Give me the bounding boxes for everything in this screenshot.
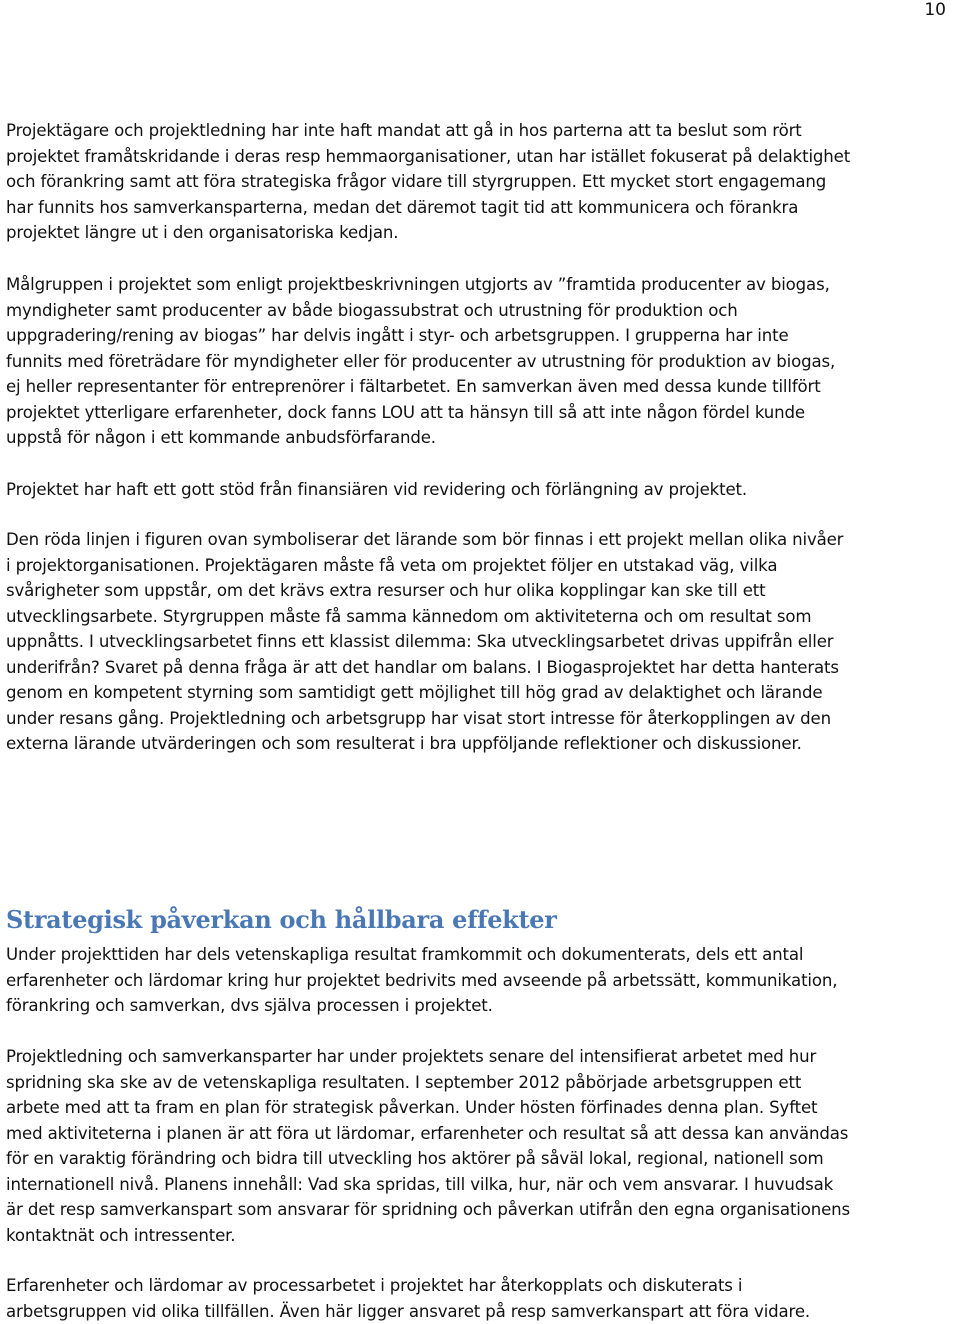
text-line: kontaktnät och intressenter. xyxy=(6,1225,236,1245)
text-line: uppgradering/rening av biogas” har delvis ingått i styr- och arbetsgruppen. I grupperna har inte xyxy=(6,326,789,345)
text-line: funnits med företrädare för myndigheter eller för producenter av utrustning för produktion av biogas, xyxy=(6,351,836,371)
paragraph-feedback xyxy=(6,1273,960,1324)
text-line: internationell nivå. Planens innehåll: Vad ska spridas, till vilka, hur, när och vem ansvarar. I huvudsak xyxy=(6,1174,834,1194)
paragraph-funder-support xyxy=(6,477,960,503)
text-line: Under projekttiden har dels vetenskapliga resultat framkommit och dokumenterats, dels ett antal xyxy=(6,945,804,964)
text-line: Erfarenheter och lärdomar av processarbetet i projektet har återkopplats och diskuterats i xyxy=(6,1276,743,1295)
text-line: externa lärande utvärderingen och som resulterat i bra uppföljande reflektioner och diskussioner. xyxy=(6,734,802,753)
text-line: med aktiviteterna i planen är att föra ut lärdomar, erfarenheter och resultat så att dessa kan användas xyxy=(6,1123,849,1143)
text-line: under resans gång. Projektledning och arbetsgrupp har visat stort intresse för återkopplingen av den xyxy=(6,708,831,728)
text-line: Den röda linjen i figuren ovan symboliserar det lärande som bör finnas i ett projekt mellan olika nivåer xyxy=(6,530,844,549)
text-line: Projektägare och projektledning har inte haft mandat att gå in hos parterna att ta beslut som rört xyxy=(6,121,802,140)
paragraph-project-results xyxy=(6,942,960,1019)
text-line: genom en kompetent styrning som samtidigt gett möjlighet till hög grad av delaktighet och lärande xyxy=(6,683,823,702)
text-line: Projektet har haft ett gott stöd från finansiären vid revidering och förlängning av projektet. xyxy=(6,480,748,499)
section-heading: Strategisk påverkan och hållbara effekter xyxy=(6,905,557,934)
paragraph-dissemination-plan xyxy=(6,1044,960,1248)
text-line: arbete med att ta fram en plan för strategisk påverkan. Under hösten förfinades denna plan. Syftet xyxy=(6,1098,818,1117)
text-line: underifrån? Svaret på denna fråga är att det handlar om balans. I Biogasprojektet har detta hanterats xyxy=(6,657,839,677)
text-line: svårigheter som uppstår, om det krävs extra resurser och hur olika kopplingar kan ske till ett xyxy=(6,581,766,600)
paragraph-project-mandate xyxy=(6,118,960,246)
text-line: Målgruppen i projektet som enligt projektbeskrivningen utgjorts av ”framtida producenter av biogas, xyxy=(6,275,830,294)
text-line: uppnåtts. I utvecklingsarbetet finns ett klassist dilemma: Ska utvecklingsarbetet drivas uppifrån eller xyxy=(6,632,834,651)
text-line: erfarenheter och lärdomar kring hur projektet bedrivits med avseende på arbetssätt, kommunikation, xyxy=(6,970,838,990)
text-line: projektet ytterligare erfarenheter, dock fanns LOU att ta hänsyn till så att inte någon fördel kunde xyxy=(6,402,805,422)
text-line: projektet framåtskridande i deras resp hemmaorganisationer, utan har istället fokuserat på delaktighet xyxy=(6,146,851,166)
paragraph-red-line xyxy=(6,527,960,757)
text-line: arbetsgruppen vid olika tillfällen. Även här ligger ansvaret på resp samverkanspart att föra vidare. xyxy=(6,1301,811,1321)
paragraph-target-group xyxy=(6,272,960,451)
text-line: projektet längre ut i den organisatoriska kedjan. xyxy=(6,223,399,242)
page-number: 10 xyxy=(924,0,946,20)
text-line: Projektledning och samverkansparter har under projektets senare del intensifierat arbetet med hur xyxy=(6,1047,817,1066)
text-line: och förankring samt att föra strategiska frågor vidare till styrgruppen. Ett mycket stort engagemang xyxy=(6,172,827,191)
text-line: i projektorganisationen. Projektägaren måste få veta om projektet följer en utstakad väg, vilka xyxy=(6,555,778,575)
text-line: är det resp samverkanspart som ansvarar för spridning och påverkan utifrån den egna organisationens xyxy=(6,1200,851,1219)
text-line: ej heller representanter för entreprenörer i fältarbetet. En samverkan även med dessa kunde tillfört xyxy=(6,377,821,396)
text-line: uppstå för någon i ett kommande anbudsförfarande. xyxy=(6,428,436,447)
text-line: myndigheter samt producenter av både biogassubstrat och utrustning för produktion och xyxy=(6,300,738,320)
text-line: utvecklingsarbete. Styrgruppen måste få samma kännedom om aktiviteterna och om resultat som xyxy=(6,606,812,626)
text-line: spridning ska ske av de vetenskapliga resultaten. I september 2012 påbörjade arbetsgruppen ett xyxy=(6,1072,802,1092)
text-line: för en varaktig förändring och bidra till utveckling hos aktörer på såväl lokal, regional, nationell som xyxy=(6,1149,824,1168)
text-line: har funnits hos samverkansparterna, medan det däremot tagit tid att kommunicera och förankra xyxy=(6,197,799,217)
text-line: förankring och samverkan, dvs själva processen i projektet. xyxy=(6,996,493,1015)
